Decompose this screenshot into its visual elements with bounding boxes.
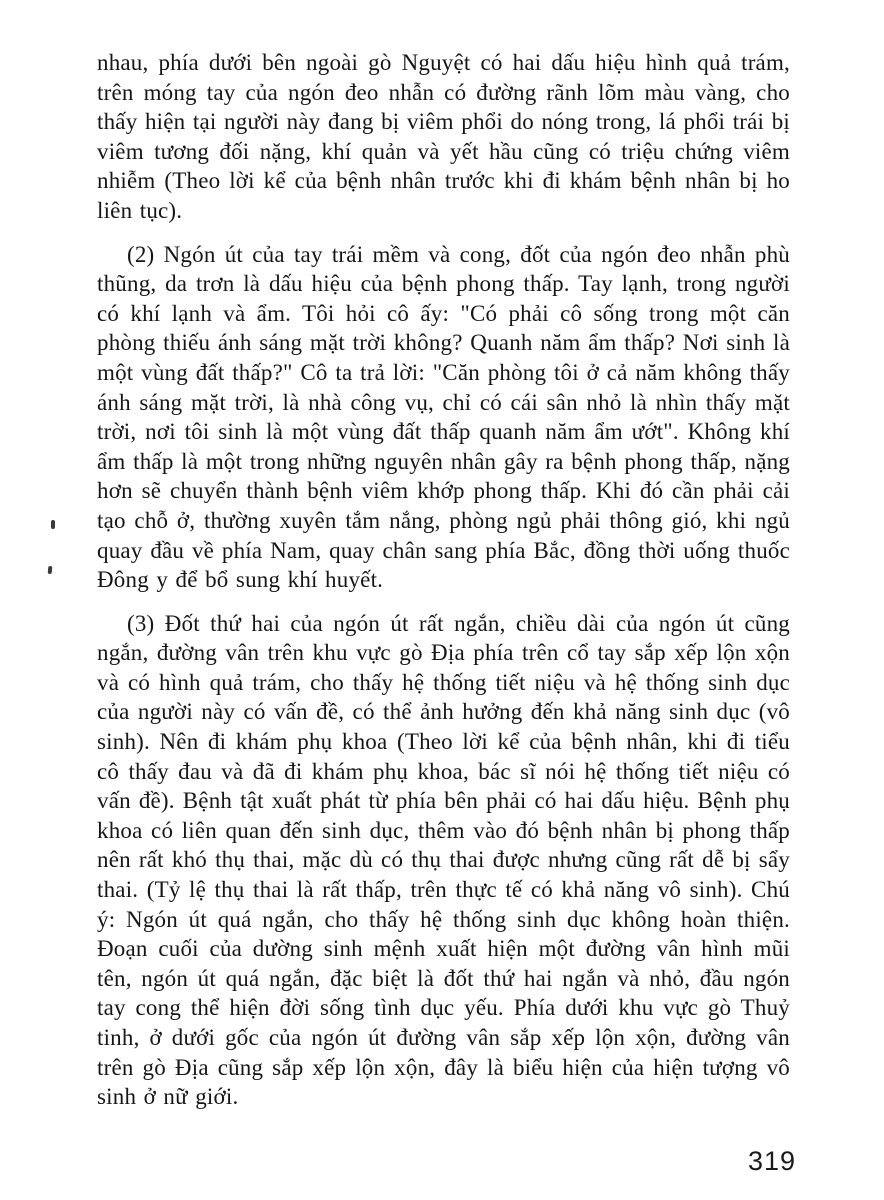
page-number: 319	[748, 1146, 797, 1176]
body-paragraph: nhau, phía dưới bên ngoài gò Nguyệt có hai dấu hiệu hình quả trám, trên móng tay của ngón đeo nhẫn có đường rãnh lõm màu vàng, cho thấy hiện tại người này đang bị viêm phổi do nóng trong, lá phổi trái bị viêm tương đối nặng, khí quản và yết hầu cũng có triệu chứng viêm nhiễm (Theo lời kể của bệnh nhân trước khi đi khám bệnh nhân bị ho liên tục).	[97, 50, 790, 223]
body-paragraph: (3) Đốt thứ hai của ngón út rất ngắn, chiều dài của ngón út cũng ngắn, đường vân trên khu vực gò Địa phía trên cổ tay sắp xếp lộn xộn và có hình quả trám, cho thấy hệ thống tiết niệu và hệ thống sinh dục của người này có vấn đề, có thể ảnh hưởng đến khả năng sinh dục (vô sinh). Nên đi khám phụ khoa (Theo lời kể của bệnh nhân, khi đi tiểu cô thấy đau và đã đi khám phụ khoa, bác sĩ nói hệ thống tiết niệu có vấn đề). Bệnh tật xuất phát từ phía bên phải có hai dấu hiệu. Bệnh phụ khoa có liên quan đến sinh dục, thêm vào đó bệnh nhân bị phong thấp nên rất khó thụ thai, mặc dù có thụ thai được nhưng cũng rất dễ bị sẩy thai. (Tỷ lệ thụ thai là rất thấp, trên thực tế có khả năng vô sinh). Chú ý: Ngón út quá ngắn, cho thấy hệ thống sinh dục không hoàn thiện. Đoạn cuối của dường sinh mệnh xuất hiện một đường vân hình mũi tên, ngón út quá ngắn, đặc biệt là đốt thứ hai ngắn và nhỏ, đầu ngón tay cong thể hiện đời sống tình dục yếu. Phía dưới khu vực gò Thuỷ tinh, ở dưới gốc của ngón út đường vân sắp xếp lộn xộn, đường vân trên gò Địa cũng sắp xếp lộn xộn, đây là biểu hiện của hiện tượng vô sinh ở nữ giới.	[97, 610, 790, 1110]
scan-speck	[51, 520, 55, 529]
body-paragraph: (2) Ngón út của tay trái mềm và cong, đốt của ngón đeo nhẫn phù thũng, da trơn là dấu hiệu của bệnh phong thấp. Tay lạnh, trong người có khí lạnh và ẩm. Tôi hỏi cô ấy: "Có phải cô sống trong một căn phòng thiếu ánh sáng mặt trời không? Quanh năm ẩm thấp? Nơi sinh là một vùng đất thấp?" Cô ta trả lời: "Căn phòng tôi ở cả năm không thấy ánh sáng mặt trời, là nhà công vụ, chỉ có cái sân nhỏ là nhìn thấy mặt trời, nơi tôi sinh là một vùng đất thấp quanh năm ẩm ướt". Không khí ẩm thấp là một trong những nguyên nhân gây ra bệnh phong thấp, nặng hơn sẽ chuyển thành bệnh viêm khớp phong thấp. Khi đó cần phải cải tạo chỗ ở, thường xuyên tắm nắng, phòng ngủ phải thông gió, khi ngủ quay đầu về phía Nam, quay chân sang phía Bắc, đồng thời uống thuốc Đông y để bổ sung khí huyết.	[97, 241, 790, 593]
page-text-block	[97, 48, 790, 1112]
scan-speck	[48, 566, 53, 574]
